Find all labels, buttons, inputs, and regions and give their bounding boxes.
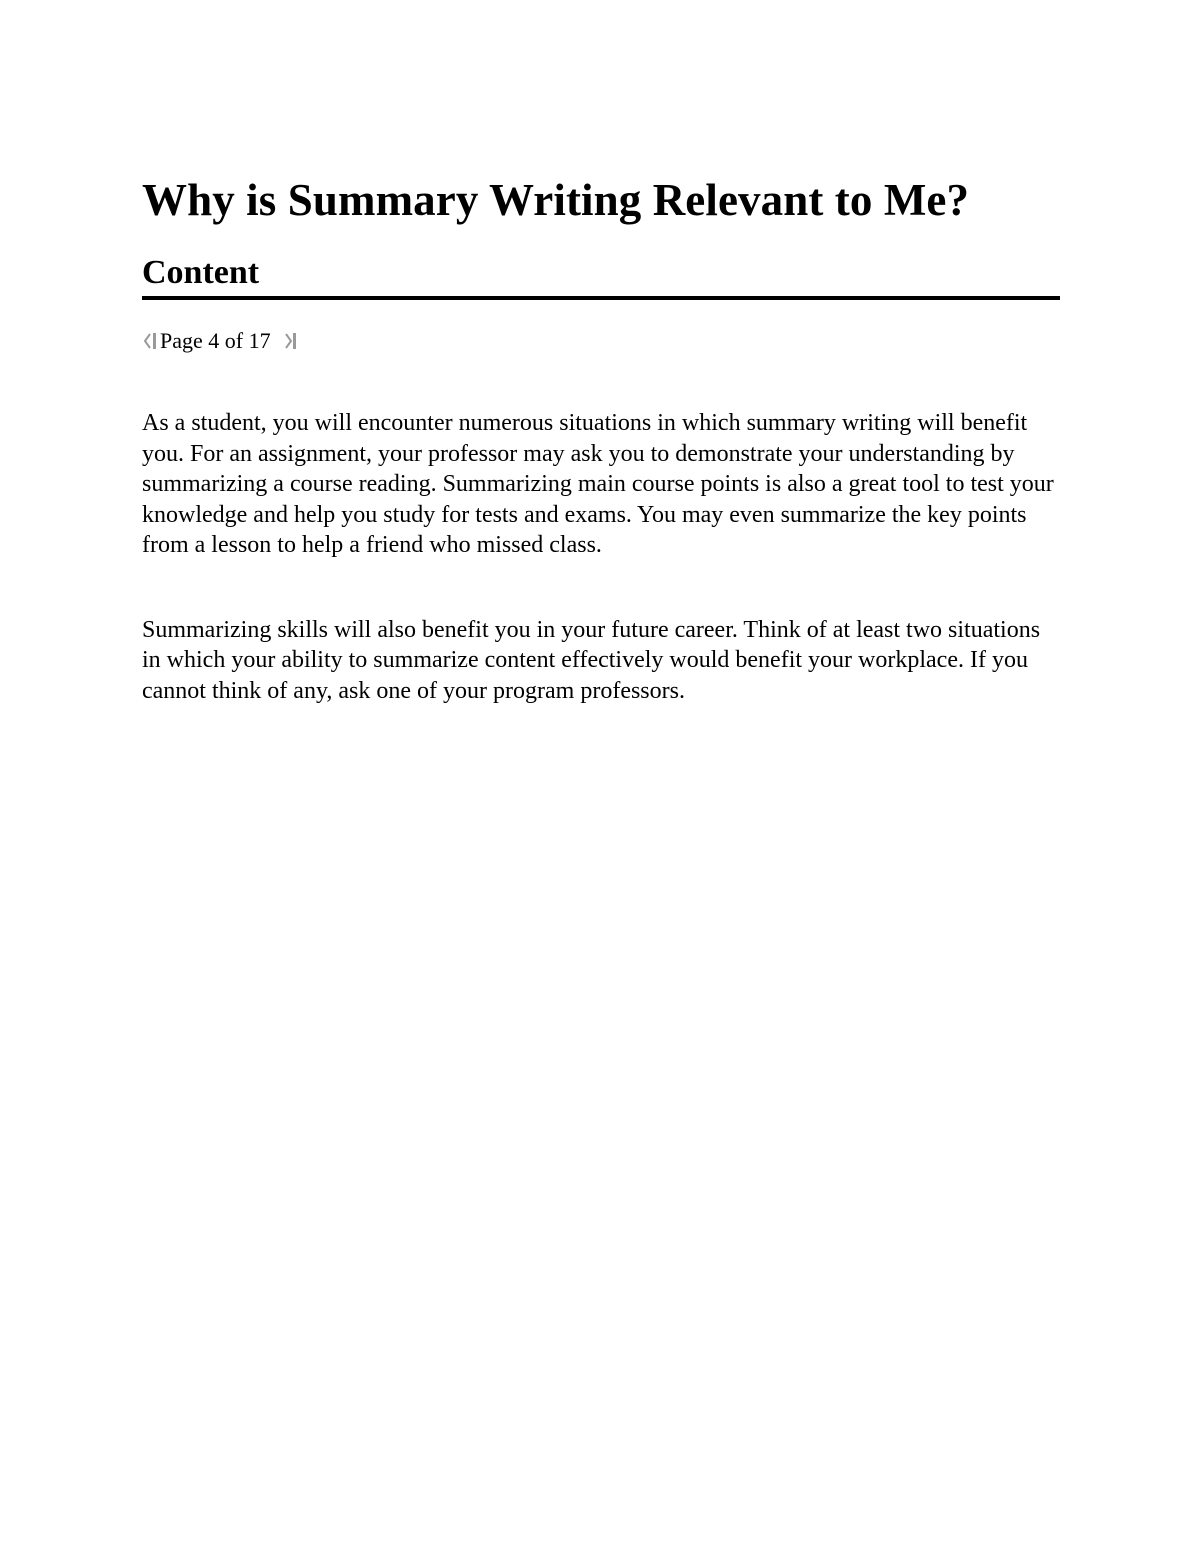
body-paragraph: Summarizing skills will also benefit you in your future career. Think of at least two situations in which your ability to summarize content effectively would benefit your workplace. If you cannot think of any, ask one of your program professors. — [142, 616, 1041, 704]
next-page-icon[interactable] — [283, 330, 299, 352]
section-heading: Content — [142, 254, 260, 291]
page-indicator: Page 4 of 17 — [160, 328, 271, 353]
document-content — [142, 172, 1060, 706]
section-divider — [142, 296, 1060, 300]
previous-page-icon[interactable] — [142, 330, 158, 352]
page-navigator — [142, 328, 1060, 354]
body-paragraph: As a student, you will encounter numerous situations in which summary writing will benefit you. For an assignment, your professor may ask you to demonstrate your understanding by summarizing a course reading. Summarizing main course points is also a great tool to test your knowledge and help you study for tests and exams. You may even summarize the key points from a lesson to help a friend who missed class. — [142, 410, 1054, 558]
page-title: Why is Summary Writing Relevant to Me? — [142, 175, 970, 225]
